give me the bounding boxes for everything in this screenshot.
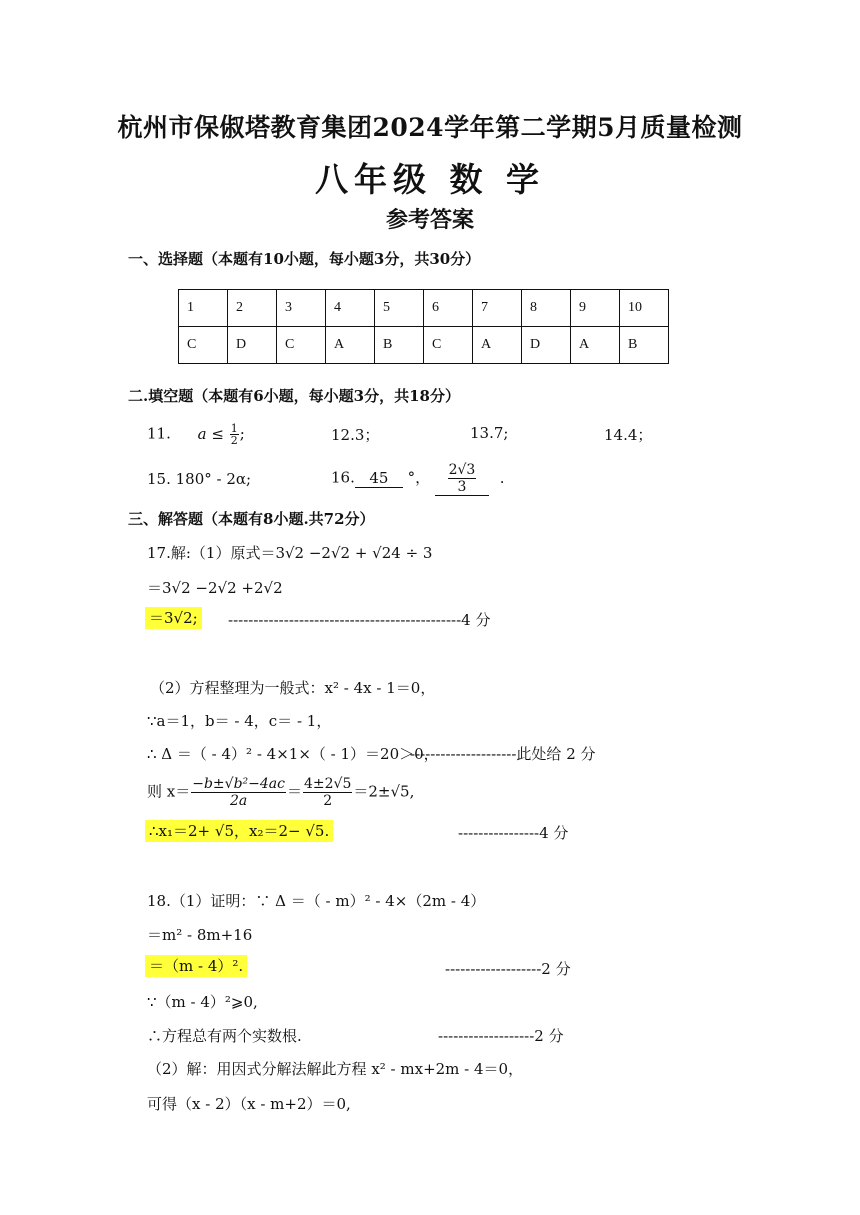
table-cell-answer: A: [326, 327, 375, 364]
q11-frac-num: 1: [230, 422, 238, 435]
q16-blank: 45: [355, 469, 403, 488]
quadratic-formula-den: 2a: [229, 793, 248, 809]
table-cell-number: 9: [571, 290, 620, 327]
q17-p2-result-highlight: ∴x₁＝2+ √5，x₂＝2− √5.: [145, 820, 333, 842]
q18-p2-line1: （2）解：用因式分解法解此方程 x² - mx+2m - 4＝0，: [147, 1060, 524, 1078]
q18-result-highlight: ＝（m - 4）².: [145, 955, 247, 977]
q17-result: [145, 607, 202, 628]
table-cell-answer: C: [179, 327, 228, 364]
table-cell-number: 8: [522, 290, 571, 327]
q17-p2-eq: ＝: [286, 782, 302, 801]
table-cell-number: 6: [424, 290, 473, 327]
q16-label: 16.: [331, 468, 355, 487]
q18-p2-line2: 可得（x - 2）（x - m+2）＝0,: [147, 1095, 351, 1113]
q17-p2-score-b: ----------------4 分: [458, 824, 569, 842]
q18-line3: [145, 955, 247, 976]
quadratic-formula-num: −b±√b²−4ac: [192, 776, 285, 792]
choice-answer-table: [178, 289, 669, 364]
q11-tail: ;: [239, 424, 245, 443]
q18-score2: -------------------2 分: [438, 1027, 564, 1045]
section2-heading: 二.填空题（本题有6小题，每小题3分，共18分）: [128, 387, 460, 405]
fill-answer-16: [331, 462, 505, 496]
section1-heading: 一、选择题（本题有10小题，每小题3分，共30分）: [128, 250, 481, 268]
root-frac-den: 2: [323, 793, 333, 809]
table-cell-number: 10: [620, 290, 669, 327]
table-cell-number: 4: [326, 290, 375, 327]
table-cell-number: 7: [473, 290, 522, 327]
q16-frac-den: 3: [457, 479, 467, 495]
q17-result-highlight: ＝3√2;: [145, 607, 202, 629]
q11-expr: a ≤: [197, 424, 224, 443]
table-cell-answer: D: [522, 327, 571, 364]
fill-answer-13: 13.7;: [470, 424, 509, 442]
q18-line4: ∵（m - 4）²⩾0,: [147, 993, 258, 1011]
root-frac-num: 4±2√5: [304, 776, 352, 792]
table-cell-number: 5: [375, 290, 424, 327]
answer-key-subtitle: 参考答案: [385, 207, 474, 233]
table-cell-number: 2: [228, 290, 277, 327]
q16-fraction: [448, 462, 477, 495]
quadratic-formula-fraction: [191, 776, 286, 809]
q17-p2-line3: ∴ Δ ＝（ - 4）² - 4×1×（ - 1）＝20＞0，: [147, 745, 439, 763]
q16-end: .: [499, 468, 505, 487]
exam-title: 杭州市保俶塔教育集团2024学年第二学期5月质量检测: [117, 113, 743, 142]
q17-p2-line2: ∵a＝1，b＝ - 4，c＝ - 1，: [147, 712, 332, 730]
q17-score1: ----------------------------------------------4 分: [228, 611, 491, 629]
table-cell-answer: C: [277, 327, 326, 364]
q17-p2-result: [145, 820, 333, 841]
section3-heading: 三、解答题（本题有8小题.共72分）: [128, 510, 375, 528]
q18-score1: -------------------2 分: [445, 960, 571, 978]
table-cell-answer: A: [571, 327, 620, 364]
table-cell-number: 1: [179, 290, 228, 327]
q18-line1: 18.（1）证明：∵ Δ ＝（ - m）² - 4×（2m - 4）: [147, 892, 486, 910]
q17-p2-line1: （2）方程整理为一般式：x² - 4x - 1＝0，: [150, 679, 436, 697]
q17-p2-score-a: ---------------------此处给 2 分: [410, 745, 596, 763]
fill-answer-11: [147, 423, 245, 446]
q17-p2-line4: [147, 776, 414, 809]
fill-answer-15: 15. 180° - 2α;: [147, 470, 252, 488]
table-row-numbers: [179, 290, 669, 327]
table-cell-answer: D: [228, 327, 277, 364]
q18-line5: ∴方程总有两个实数根.: [147, 1027, 302, 1045]
q17-p2-simplified: ＝2±√5,: [353, 782, 415, 801]
q11-fraction: [230, 423, 239, 446]
q17-p2-x-label: 则 x＝: [147, 782, 191, 801]
q16-blank2: [435, 462, 489, 496]
fill-answer-12: 12.3；: [331, 426, 380, 444]
q11-frac-den: 2: [230, 434, 238, 447]
table-cell-answer: B: [620, 327, 669, 364]
table-cell-answer: C: [424, 327, 473, 364]
table-cell-answer: B: [375, 327, 424, 364]
q17-line2: ＝3√2 −2√2 +2√2: [147, 579, 283, 597]
fill-answer-14: 14.4；: [604, 426, 653, 444]
grade-subject-title: 八年级 数 学: [315, 160, 545, 199]
table-cell-answer: A: [473, 327, 522, 364]
q17-line1: 17.解:（1）原式＝3√2 −2√2 + √24 ÷ 3: [147, 544, 433, 562]
q16-degree: °，: [407, 468, 431, 487]
q18-line2: ＝m² - 8m+16: [147, 926, 253, 944]
table-cell-number: 3: [277, 290, 326, 327]
root-fraction: [303, 776, 352, 809]
q16-frac-num: 2√3: [448, 462, 476, 478]
q11-label: 11.: [147, 424, 171, 443]
table-row-answers: [179, 327, 669, 364]
